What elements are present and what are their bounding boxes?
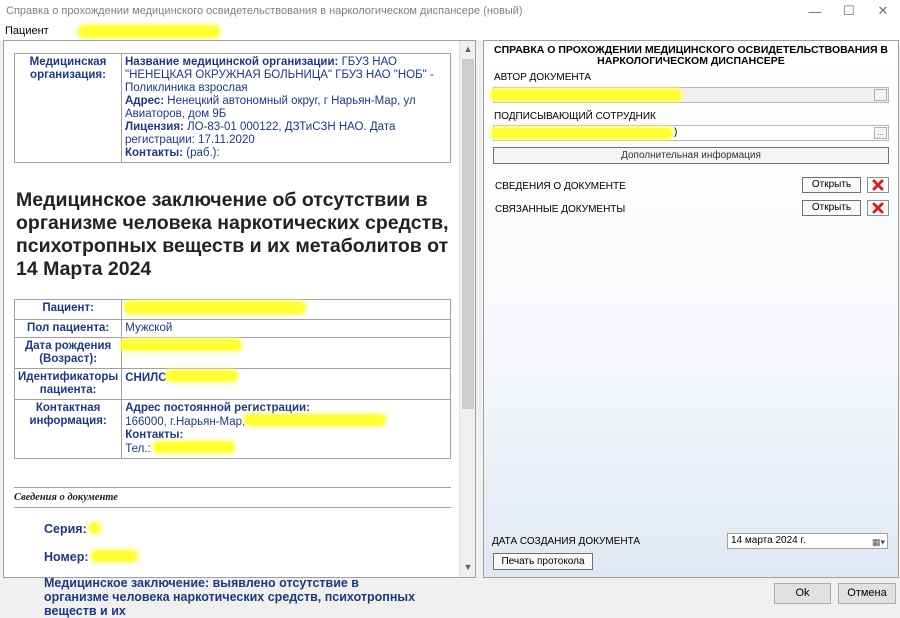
conclusion-text: Медицинское заключение: выявлено отсутствие в организме человека наркотических средств, психотропных веществ и их: [44, 576, 416, 618]
org-name-label: Название медицинской организации:: [125, 56, 339, 68]
phone-value: Тел.:: [125, 443, 154, 455]
scrollbar-thumb[interactable]: [462, 59, 474, 409]
dob-label: Дата рождения (Возраст):: [15, 338, 122, 369]
patient-name-redacted: [79, 26, 219, 37]
vertical-scrollbar[interactable]: [459, 41, 475, 577]
patient-label: Пациент:: [15, 300, 122, 320]
org-info-table: [14, 53, 451, 163]
document-heading: Медицинское заключение об отсутствии в организме человека наркотических средств, психотропных веществ и их метаболитов от 14 Марта 2024: [16, 189, 449, 280]
patient-fullname-redacted: [125, 302, 305, 313]
patient-bar: [0, 22, 900, 40]
series-redacted: [90, 523, 100, 533]
signer-redacted: [492, 128, 672, 138]
org-contacts-value: (раб.):: [183, 147, 220, 159]
creation-date-label: ДАТА СОЗДАНИЯ ДОКУМЕНТА: [492, 536, 641, 547]
document-preview-pane[interactable]: [3, 40, 476, 618]
dob-redacted: [121, 340, 241, 350]
author-redacted: [491, 90, 681, 100]
reg-address-label: Адрес постоянной регистрации:: [125, 402, 310, 414]
series-label: Серия:: [44, 522, 87, 536]
maximize-button[interactable]: ☐: [843, 3, 855, 18]
contact-label: Контактная информация:: [15, 400, 122, 459]
patient-info-table: [14, 299, 451, 459]
org-label: Медицинская организация:: [15, 54, 122, 163]
snils-label: СНИЛС: [125, 372, 167, 384]
document-content: [4, 41, 461, 618]
doc-info-open-button[interactable]: Открыть: [802, 177, 861, 193]
number-field: [44, 550, 451, 564]
window-titlebar: [0, 0, 900, 22]
number-redacted: [92, 551, 137, 561]
related-docs-open-button[interactable]: Открыть: [802, 200, 861, 216]
calendar-icon[interactable]: ▦▾: [871, 537, 885, 547]
window-title: Справка о прохождении медицинского освидетельствования в наркологическом диспансере (новый): [6, 5, 523, 17]
org-license-label: Лицензия:: [125, 121, 184, 133]
related-docs-label: СВЯЗАННЫЕ ДОКУМЕНТЫ: [495, 204, 626, 215]
contacts-label: Контакты:: [125, 429, 184, 441]
doc-info-label: СВЕДЕНИЯ О ДОКУМЕНТЕ: [495, 181, 626, 192]
author-field[interactable]: [493, 87, 889, 103]
org-address-value: Ненецкий автономный округ, г Нарьян-Мар, ул Авиаторов, дом 9Б: [125, 95, 416, 120]
phone-redacted: [154, 442, 234, 452]
ok-button[interactable]: Ok: [774, 583, 831, 604]
author-label: АВТОР ДОКУМЕНТА: [494, 72, 592, 83]
cancel-button[interactable]: Отмена: [838, 583, 896, 604]
signer-suffix: ): [674, 127, 678, 138]
org-address-label: Адрес:: [125, 95, 165, 107]
ids-label: Идентификаторы пациента:: [15, 369, 122, 400]
org-name-value: ГБУЗ НАО "НЕНЕЦКАЯ ОКРУЖНАЯ БОЛЬНИЦА" ГБУЗ НАО "НОБ" - Поликлиника взрослая: [125, 56, 434, 94]
scroll-up-icon[interactable]: ▲: [463, 44, 473, 54]
related-docs-delete-icon[interactable]: [867, 200, 889, 216]
creation-date-value: 14 марта 2024 г.: [731, 535, 806, 546]
print-protocol-button[interactable]: Печать протокола: [493, 553, 593, 570]
doc-info-delete-icon[interactable]: [867, 177, 889, 193]
signer-select-button[interactable]: ...: [874, 127, 887, 139]
patient-bar-label: Пациент: [5, 25, 49, 37]
snils-redacted: [167, 371, 237, 381]
additional-info-button[interactable]: Дополнительная информация: [493, 147, 889, 164]
sex-label: Пол пациента:: [15, 320, 122, 338]
document-properties-panel: [483, 40, 899, 578]
minimize-button[interactable]: —: [808, 3, 822, 19]
series-field: [44, 522, 451, 536]
address-redacted: [245, 415, 385, 425]
patient-value: [122, 300, 451, 320]
creation-date-picker[interactable]: [727, 533, 888, 549]
panel-title: СПРАВКА О ПРОХОЖДЕНИИ МЕДИЦИНСКОГО ОСВИДЕТЕЛЬСТВОВАНИЯ В НАРКОЛОГИЧЕСКОМ ДИСПАНСЕРЕ: [494, 44, 888, 67]
org-license-value: ЛО-83-01 000122, ДЗТиСЗН НАО. Дата регистрации: 17.11.2020: [125, 121, 396, 146]
number-label: Номер:: [44, 550, 89, 564]
scroll-down-icon[interactable]: ▼: [463, 562, 473, 572]
signer-label: ПОДПИСЫВАЮЩИЙ СОТРУДНИК: [494, 111, 656, 122]
ids-value: [122, 369, 451, 400]
reg-address-value: 166000, г.Нарьян-Мар,: [125, 416, 246, 428]
author-select-button[interactable]: [874, 89, 887, 101]
document-info-section-header: Сведения о документе: [14, 487, 451, 508]
sex-value: Мужской: [122, 320, 451, 338]
org-details: [122, 54, 451, 163]
org-contacts-label: Контакты:: [125, 147, 184, 159]
signer-field[interactable]: [493, 125, 889, 141]
contact-value: [122, 400, 451, 459]
close-button[interactable]: ✕: [877, 3, 889, 18]
dob-value: [122, 338, 451, 369]
